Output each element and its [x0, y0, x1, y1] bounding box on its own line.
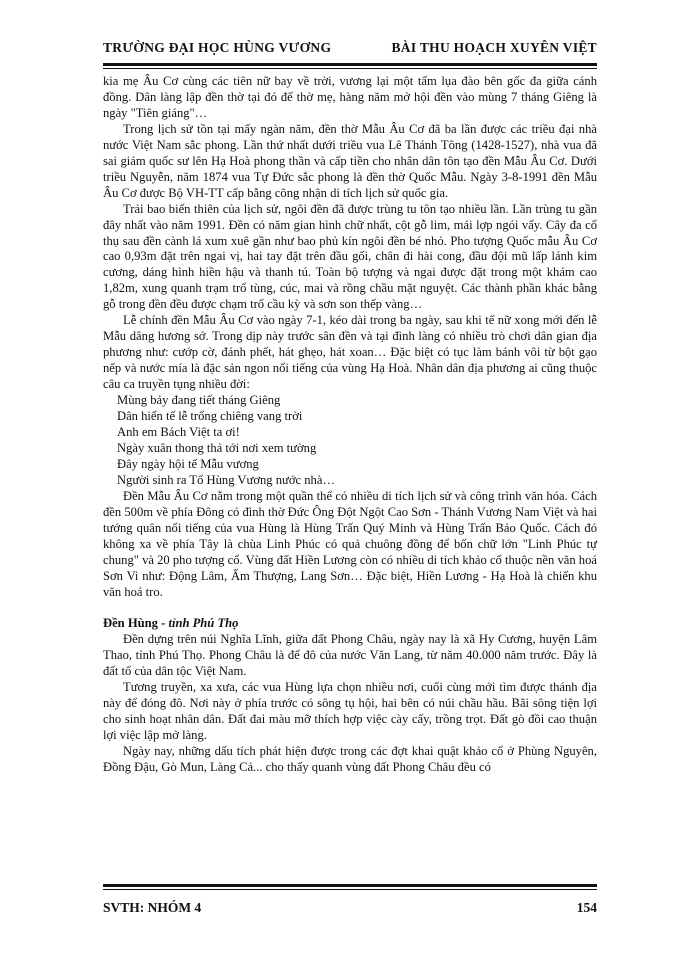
- header-school-name: TRƯỜNG ĐẠI HỌC HÙNG VƯƠNG: [103, 40, 332, 55]
- body-paragraph-1: kia mẹ Âu Cơ cùng các tiên nữ bay về trời, vương lại một tấm lụa đào bên gốc đa giữa cánh đồng. Dân làng lập đền thờ tại đó để thờ mẹ, hàng năm mở hội đền vào mùng 7 tháng Giêng là ngày "Tiên giáng"…: [103, 74, 597, 120]
- header-rule-thick: [103, 63, 597, 66]
- page-number: 154: [576, 900, 597, 915]
- footer-rule-thick: [103, 884, 597, 887]
- body-paragraph-4: Lễ chính đền Mẫu Âu Cơ vào ngày 7-1, kéo dài trong ba ngày, sau khi tế nữ xong mới đến lễ Mẫu dâng hương sớ. Trong dịp này trước sân đền và tại đình làng có nhiều trò chơi dân gian địa phương như: cướp cờ, đánh phết, hát ghẹo, hát xoan… Đặc biệt có tục làm bánh vôi từ bột gạo nếp và nước mía là đặc sản ngon nổi tiếng của vùng Hạ Hoà. Nhân dân địa phương ai cũng thuộc câu ca truyền tụng nhiều đời:: [103, 313, 597, 392]
- section-paragraph-3: Ngày nay, những dấu tích phát hiện được trong các đợt khai quật khảo cổ ở Phùng Nguyên, Đồng Đậu, Gò Mun, Làng Cả... cho thấy quanh vùng đất Phong Châu đều có: [103, 744, 597, 775]
- body-paragraph-5: Đền Mẫu Âu Cơ nằm trong một quần thể có nhiều di tích lịch sử và công trình văn hóa. Cách đền 500m về phía Đông có đình thờ Đức Ông Đột Ngột Cao Sơn - Thánh Vương Nam Việt và hai tướng quân nổi tiếng của vua Hùng là Hùng Trấn Quý Minh và Hùng Trấn Bảo Quốc. Cách đó không xa về phía Tây là chùa Linh Phúc có quả chuông đồng để bốn chữ lớn "Linh Phúc tự chung" và 20 pho tượng cổ. Vùng đất Hiền Lương còn có nhiều di tích khảo cổ thuộc nền văn hoá Sơn Vi như: Động Lâm, Ấm Thượng, Lang Sơn… Đặc biệt, Hiền Lương - Hạ Hoà là chiến khu văn hoá tro.: [103, 488, 597, 599]
- footer-rule-thin: [103, 889, 597, 890]
- section-paragraph-2: Tương truyền, xa xưa, các vua Hùng lựa chọn nhiều nơi, cuối cùng mới tìm được thánh địa này để đóng đô. Nơi này ở phía trước có sông tụ hội, hai bên có núi chầu hầu. Bãi sông tiện lợi cho sinh hoạt nhân dân. Đất đai màu mỡ thích hợp việc cày cấy, trồng trọt. Đất gò đồi cao thuận lợi việc lập mở làng.: [103, 680, 597, 743]
- body-paragraph-2: Trong lịch sử tồn tại mấy ngàn năm, đền thờ Mẫu Âu Cơ đã ba lần được các triều đại nhà nước Việt Nam sắc phong. Lần thứ nhất dưới triều vua Lê Thánh Tông (1428-1527), nhà vua đã sai giám quốc sư lên Hạ Hoà phong thần và cấp tiền cho nhân dân tôn tạo đền Mẫu Âu Cơ. Dưới triều Nguyễn, năm 1874 vua Tự Đức sắc phong là đền thờ Quốc Mẫu. Ngày 3-8-1991 đền Mẫu Âu Cơ được Bộ VH-TT cấp bằng công nhận di tích lịch sử quốc gia.: [103, 121, 597, 200]
- footer-group-label: SVTH: NHÓM 4: [103, 900, 202, 915]
- poem-line: Dân hiến tế lễ trống chiêng vang trời: [117, 409, 303, 424]
- section-paragraph-1: Đền dựng trên núi Nghĩa Lĩnh, giữa đất Phong Châu, ngày nay là xã Hy Cương, huyện Lâm Thao, tỉnh Phú Thọ. Phong Châu là đế đô của nước Văn Lang, từ năm 40.000 năm trước. Đây là đất tổ của dân tộc Việt Nam.: [103, 632, 597, 679]
- poem-line: Người sinh ra Tổ Hùng Vương nước nhà…: [117, 472, 336, 487]
- poem-line: Anh em Bách Việt ta ơi!: [117, 424, 240, 439]
- poem-line: Ngày xuân thong thả tới nơi xem tường: [117, 440, 317, 455]
- poem-line: Mùng bảy đang tiết tháng Giêng: [117, 393, 281, 408]
- section-heading-main: Đền Hùng: [103, 616, 158, 631]
- page-body: [103, 74, 597, 776]
- body-paragraph-3: Trải bao biến thiên của lịch sử, ngôi đền đã được trùng tu tôn tạo nhiều lần. Lần trùng tu gần đây nhất vào năm 1991. Đền có năm gian hình chữ nhất, cột gỗ lim, mái lợp ngói vẩy. Cây đa cổ thụ sau đền cành lá xum xuê gần như bao phủ kín ngôi đền bé nhỏ. Pho tượng Quốc mẫu Âu Cơ cao 0,93m đặt trên ngai vị, hai tay đặt trên đầu gối, chân đi hài cong, đầu đội mũ lấp lánh kim cương, dáng hình hiền hậu và thanh tú. Toàn bộ tượng và ngai được đặt trong một khám cao 1,82m, xung quanh trạm trổ tùng, cúc, mai và rồng chầu mặt nguyệt. Các thành phần khác bằng gỗ trong đền đều được chạm trổ cầu kỳ và sơn son thếp vàng…: [103, 201, 597, 312]
- page-footer: [103, 896, 597, 922]
- section-heading-province: - tỉnh Phú Thọ: [157, 616, 239, 631]
- folk-poem: [103, 393, 597, 489]
- header-rule-thin: [103, 68, 597, 69]
- section-heading: [103, 616, 597, 632]
- header-report-title: BÀI THU HOẠCH XUYÊN VIỆT: [391, 40, 597, 55]
- poem-line: Đây ngày hội tế Mẫu vương: [117, 456, 259, 471]
